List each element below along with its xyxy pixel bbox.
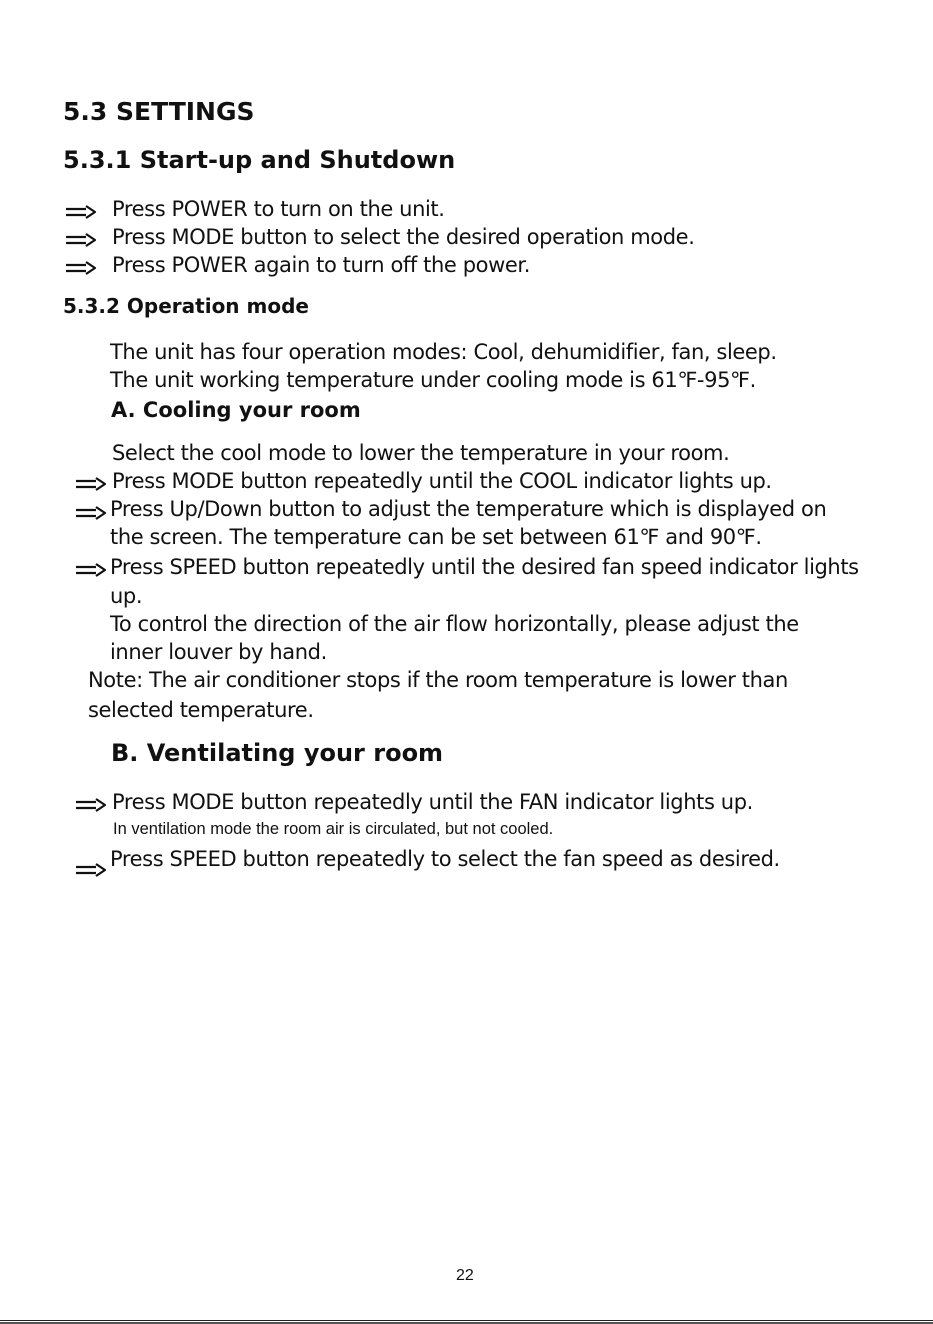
page-bottom-rule — [0, 1320, 933, 1321]
cooling-step-2-line-1: Press Up/Down button to adjust the temperature which is displayed on — [110, 497, 827, 521]
double-right-arrow-icon — [74, 797, 108, 817]
ventilating-step-1: Press MODE button repeatedly until the FAN indicator lights up. — [112, 790, 753, 814]
ventilating-heading: B. Ventilating your room — [111, 739, 444, 767]
cooling-intro: Select the cool mode to lower the temperature in your room. — [112, 441, 730, 465]
note-line-2: selected temperature. — [88, 698, 314, 722]
louver-line-1: To control the direction of the air flow horizontally, please adjust the — [110, 612, 799, 636]
double-right-arrow-icon — [74, 505, 108, 525]
louver-line-2: inner louver by hand. — [110, 640, 327, 664]
ventilating-step-2: Press SPEED button repeatedly to select the fan speed as desired. — [110, 847, 780, 871]
cooling-step-2-line-2: the screen. The temperature can be set between 61℉ and 90℉. — [110, 525, 762, 549]
note-line-1: Note: The air conditioner stops if the room temperature is lower than — [88, 668, 788, 692]
double-right-arrow-icon — [64, 204, 98, 224]
double-right-arrow-icon — [64, 232, 98, 252]
operation-intro-line-2: The unit working temperature under cooling mode is 61℉-95℉. — [110, 368, 756, 392]
cooling-step-3-line-1: Press SPEED button repeatedly until the desired fan speed indicator lights — [110, 555, 859, 579]
double-right-arrow-icon — [64, 260, 98, 280]
startup-step-3: Press POWER again to turn off the power. — [112, 253, 530, 277]
cooling-step-1: Press MODE button repeatedly until the COOL indicator lights up. — [112, 469, 772, 493]
subsection-heading-operation: 5.3.2 Operation mode — [63, 294, 309, 318]
double-right-arrow-icon — [74, 862, 108, 882]
ventilating-subnote: In ventilation mode the room air is circulated, but not cooled. — [113, 820, 554, 838]
cooling-heading: A. Cooling your room — [111, 398, 361, 422]
subsection-heading-startup: 5.3.1 Start-up and Shutdown — [63, 146, 456, 174]
operation-intro-line-1: The unit has four operation modes: Cool, dehumidifier, fan, sleep. — [110, 340, 777, 364]
startup-step-2: Press MODE button to select the desired operation mode. — [112, 225, 695, 249]
section-heading-settings: 5.3 SETTINGS — [63, 97, 255, 126]
startup-step-1: Press POWER to turn on the unit. — [112, 197, 445, 221]
double-right-arrow-icon — [74, 476, 108, 496]
double-right-arrow-icon — [74, 562, 108, 582]
cooling-step-3-line-2: up. — [110, 584, 143, 608]
page-number: 22 — [456, 1267, 474, 1284]
